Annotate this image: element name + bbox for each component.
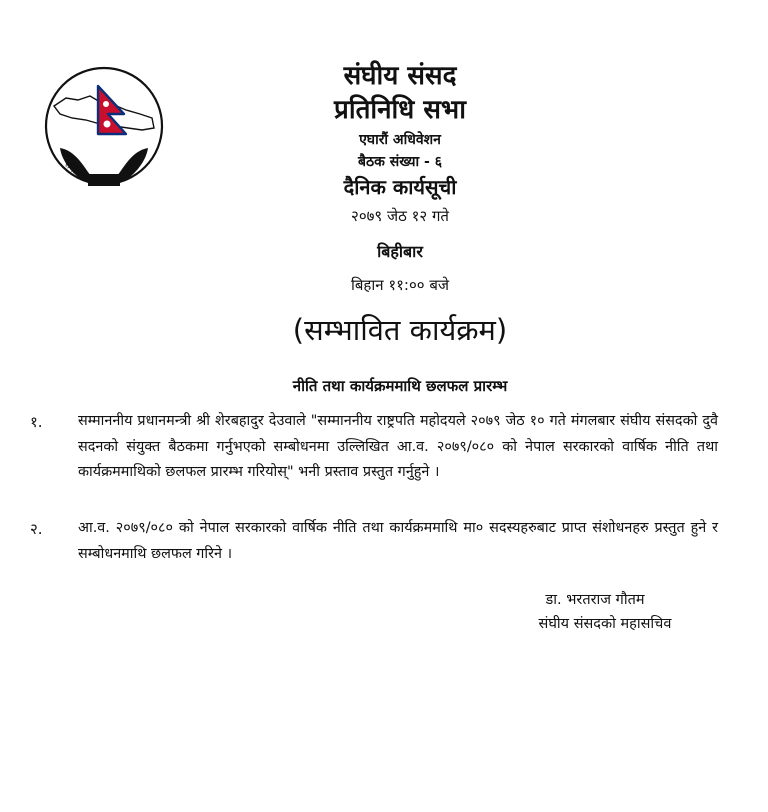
agenda-item-text: सम्माननीय प्रधानमन्त्री श्री शेरबहादुर देउवाले "सम्माननीय राष्ट्रपति महोदयले २०७९ जेठ १० गते मंगलबार संघीय संसदको दुवै सदनको संयुक्त बैठकमा गर्नुभएको सम्बोधनमा उल्लिखित आ.व. २०७९/०८० को नेपाल सरकारको वार्षिक नीति तथा कार्यक्रममाथिको छलफल प्रारम्भ गरियोस्" भनी प्रस्ताव प्रस्तुत गर्नुहुने । <box>78 413 718 480</box>
provisional-heading: (सम्भावित कार्यक्रम) <box>292 313 508 347</box>
session-label: एघारौं अधिवेशन <box>359 132 441 148</box>
agenda-item-number: १. <box>30 413 43 431</box>
signatory-title: संघीय संसदको महासचिव <box>538 616 672 632</box>
meeting-day: बिहीबार <box>377 242 423 261</box>
agenda-title: दैनिक कार्यसूची <box>343 175 457 199</box>
agenda-item-text: आ.व. २०७९/०८० को नेपाल सरकारको वार्षिक नीति तथा कार्यक्रममाथि मा० सदस्यहरुबाट प्राप्त संशोधनहरु प्रस्तुत हुने र सम्बोधनमाथि छलफल गरिने । <box>78 520 718 562</box>
section-title: नीति तथा कार्यक्रममाथि छलफल प्रारम्भ <box>292 377 508 395</box>
emblem-text: संघीय संसद नेपाल <box>61 159 119 189</box>
house-name: प्रतिनिधि सभा <box>334 95 466 125</box>
meeting-time: बिहान ११:०० बजे <box>350 276 450 294</box>
signatory-name: डा. भरतराज गौतम <box>545 592 645 608</box>
parliament-emblem <box>42 64 168 210</box>
parliament-name: संघीय संसद <box>343 61 457 91</box>
sitting-number: बैठक संख्या - ६ <box>358 154 442 170</box>
emblem-icon <box>42 64 168 210</box>
agenda-item-number: २. <box>30 520 43 538</box>
meeting-date: २०७९ जेठ १२ गते <box>351 207 449 225</box>
svg-text:संघीय संसद नेपाल <box>62 159 120 188</box>
